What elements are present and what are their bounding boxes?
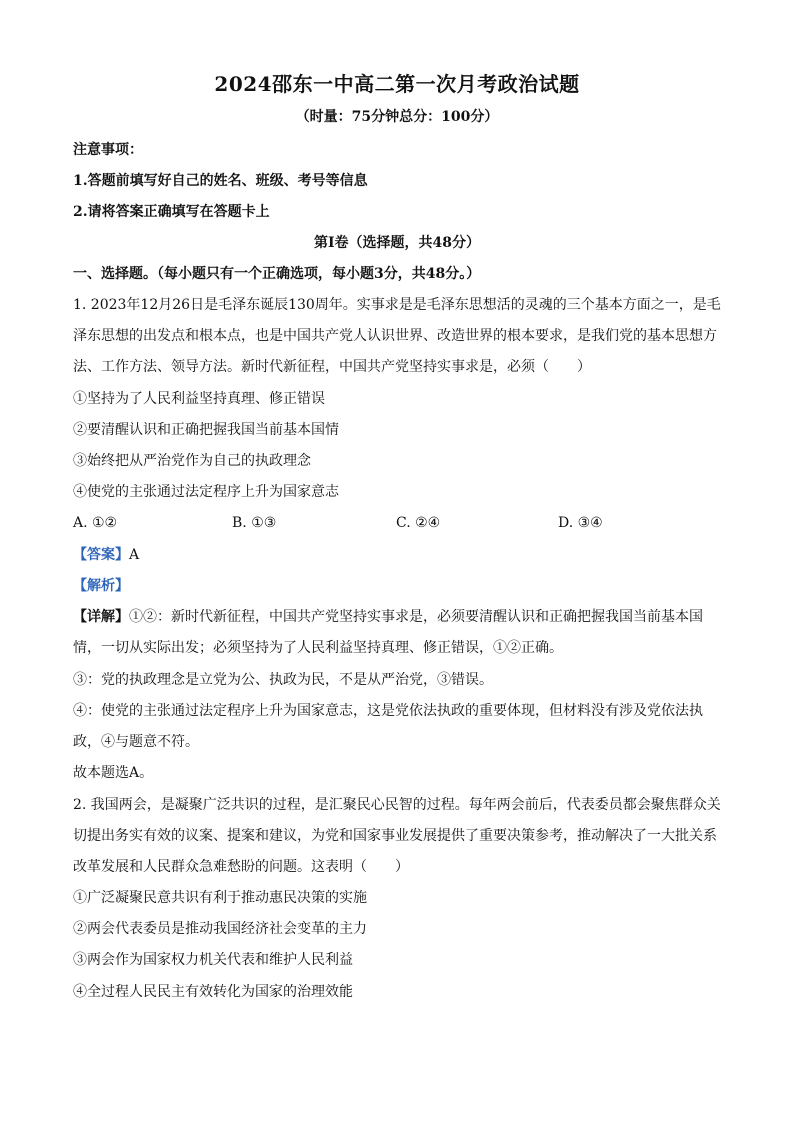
q1-option-b: B. ①③: [232, 515, 277, 531]
volume-heading: 第Ⅰ卷（选择题，共48分）: [313, 235, 481, 251]
q1-line-1: 1. 2023年12月26日是毛泽东诞辰130周年。实事求是是毛泽东思想活的灵魂的三个基本方面之一，是毛: [73, 297, 721, 313]
notes-heading: 注意事项：: [73, 142, 143, 158]
detail-line-1: ①②：新时代新征程，中国共产党坚持实事求是，必须要清醒认识和正确把握我国当前基本国: [129, 609, 703, 625]
q1-detail-row: [73, 607, 723, 627]
q2-statement-2: ②两会代表委员是推动我国经济社会变革的主力: [73, 921, 367, 937]
q2-line-2: 切提出务实有效的议案、提案和建议，为党和国家事业发展提供了重要决策参考，推动解决了一大批关系: [73, 828, 717, 844]
section-heading: 一、选择题。（每小题只有一个正确选项，每小题3分，共48分。）: [73, 266, 481, 282]
q2-statement-1: ①广泛凝聚民意共识有利于推动惠民决策的实施: [73, 890, 367, 906]
q1-line-2: 泽东思想的出发点和根本点，也是中国共产党人认识世界、改造世界的根本要求，是我们党的基本思想方: [73, 328, 717, 344]
page-subtitle: （时量：75分钟总分：100分）: [295, 109, 499, 125]
q2-statement-3: ③两会作为国家权力机关代表和维护人民利益: [73, 952, 353, 968]
notes-item-1: 1.答题前填写好自己的姓名、班级、考号等信息: [73, 173, 368, 189]
q1-statement-3: ③始终把从严治党作为自己的执政理念: [73, 453, 311, 469]
detail-line-6: 故本题选A。: [73, 765, 154, 781]
detail-line-5: 政，④与题意不符。: [73, 734, 199, 750]
q1-line-3: 法、工作方法、领导方法。新时代新征程，中国共产党坚持实事求是，必须（ ）: [73, 359, 591, 375]
q1-option-a: A. ①②: [73, 515, 118, 531]
q2-statement-4: ④全过程人民民主有效转化为国家的治理效能: [73, 984, 353, 1000]
q1-analysis-row: [73, 576, 723, 596]
detail-line-4: ④：使党的主张通过法定程序上升为国家意志，这是党依法执政的重要体现，但材料没有涉及党依法执: [73, 703, 703, 719]
q2-line-1: 2. 我国两会，是凝聚广泛共识的过程，是汇聚民心民智的过程。每年两会前后，代表委员都会聚焦群众关: [73, 797, 721, 813]
q2-line-3: 改革发展和人民群众急难愁盼的问题。这表明（ ）: [73, 859, 409, 875]
answer-value: A: [129, 547, 140, 563]
detail-line-3: ③：党的执政理念是立党为公、执政为民，不是从严治党，③错误。: [73, 672, 493, 688]
answer-label: 【答案】: [73, 547, 129, 563]
q1-statement-4: ④使党的主张通过法定程序上升为国家意志: [73, 484, 339, 500]
q1-statement-2: ②要清醒认识和正确把握我国当前基本国情: [73, 422, 339, 438]
detail-label: 【详解】: [73, 609, 129, 625]
analysis-label: 【解析】: [73, 578, 129, 594]
q1-option-c: C. ②④: [396, 515, 441, 531]
notes-item-2: 2.请将答案正确填写在答题卡上: [73, 204, 270, 220]
page-title: 2024邵东一中高二第一次月考政治试题: [214, 72, 580, 96]
q1-answer-row: [73, 545, 723, 565]
q1-statement-1: ①坚持为了人民利益坚持真理、修正错误: [73, 391, 325, 407]
detail-line-2: 情，一切从实际出发；必须坚持为了人民利益坚持真理、修正错误，①②正确。: [73, 640, 563, 656]
q1-option-d: D. ③④: [558, 515, 603, 531]
